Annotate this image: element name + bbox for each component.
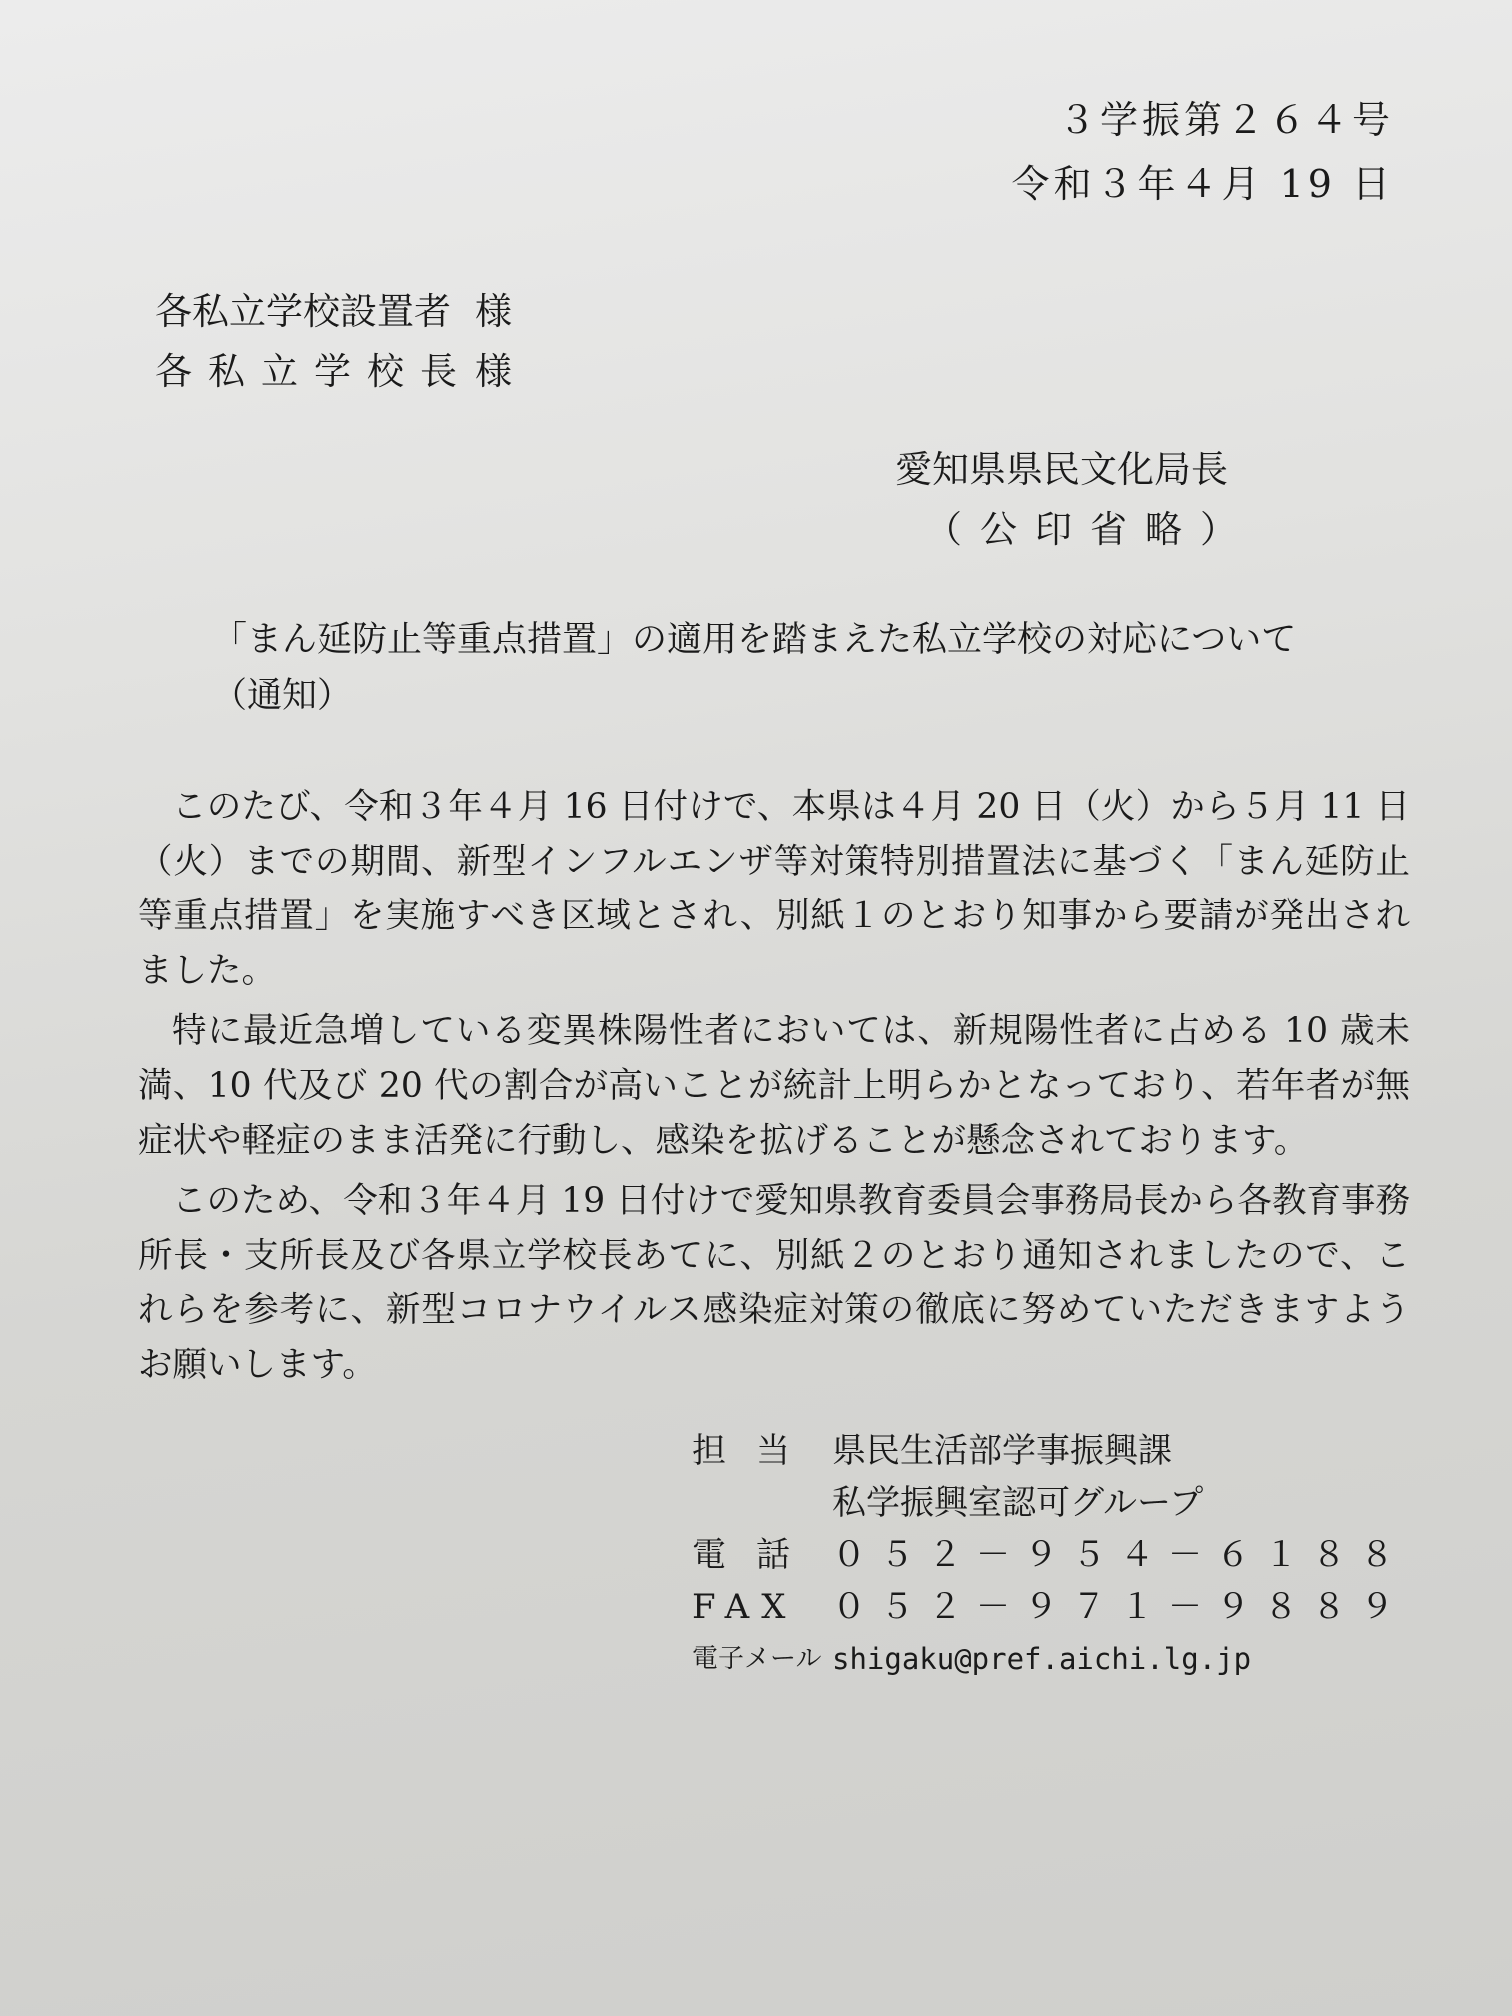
contact-row-group bbox=[692, 1477, 1408, 1529]
contact-department: 県民生活部学事振興課 bbox=[832, 1431, 1172, 1471]
body-paragraph: 特に最近急増している変異株陽性者においては、新規陽性者に占める 10 歳未満、10 代及び 20 代の割合が高いことが統計上明らかとなっており、若年者が無症状や軽症のまま活発に行動し、感染を拡げることが懸念されております。 bbox=[138, 1011, 1410, 1161]
contact-fax-label: FAX bbox=[692, 1587, 798, 1627]
body-paragraph: このたび、令和３年４月 16 日付けで、本県は４月 20 日（火）から５月 11 日（火）までの期間、新型インフルエンザ等対策特別措置法に基づく「まん延防止等重点措置」を実施すべき区域とされ、別紙１のとおり知事から要請が発出されました。 bbox=[138, 787, 1410, 991]
contact-row-email bbox=[692, 1633, 1408, 1685]
contact-phone: ０５２－９５４－６１８８ bbox=[832, 1535, 1408, 1575]
document-date: 令和３年４月 19 日 bbox=[1011, 162, 1394, 206]
contact-phone-label: 電話 bbox=[692, 1535, 820, 1575]
reference-number: ３学振第２６４号 bbox=[1057, 98, 1394, 142]
contact-row-phone bbox=[692, 1529, 1408, 1581]
recipient-row bbox=[155, 282, 535, 342]
contact-group: 私学振興室認可グループ bbox=[832, 1483, 1204, 1523]
recipient-name: 各私立学校設置者 bbox=[155, 290, 451, 333]
contact-row-person bbox=[692, 1425, 1408, 1477]
subject-line: 「まん延防止等重点措置」の適用を踏まえた私立学校の対応について bbox=[212, 620, 1297, 660]
recipients-block bbox=[155, 282, 535, 402]
seal-note: （公印省略） bbox=[925, 508, 1255, 551]
contact-row-fax bbox=[692, 1581, 1408, 1633]
sender-block bbox=[895, 440, 1255, 560]
contact-block bbox=[692, 1425, 1408, 1685]
contact-person-label: 担当 bbox=[692, 1431, 820, 1471]
contact-email-label: 電子メール bbox=[692, 1644, 822, 1674]
subject-notice-label: （通知） bbox=[212, 676, 353, 716]
recipient-honorific: 様 bbox=[475, 290, 512, 333]
subject-block bbox=[212, 612, 1352, 724]
body-paragraph: このため、令和３年４月 19 日付けで愛知県教育委員会事務局長から各教育事務所長・支所長及び各県立学校長あてに、別紙２のとおり通知されましたので、これらを参考に、新型コロナウイルス感染症対策の徹底に努めていただきますようお願いします。 bbox=[138, 1181, 1410, 1385]
recipient-name: 各私立学校長 bbox=[155, 350, 473, 393]
body-text bbox=[138, 780, 1410, 1399]
sender-title: 愛知県県民文化局長 bbox=[895, 448, 1228, 491]
reference-block bbox=[1011, 88, 1394, 216]
contact-fax: ０５２－９７１－９８８９ bbox=[832, 1587, 1408, 1627]
recipient-row bbox=[155, 342, 535, 402]
contact-email: shigaku@pref.aichi.lg.jp bbox=[832, 1642, 1252, 1676]
recipient-honorific: 様 bbox=[475, 350, 512, 393]
